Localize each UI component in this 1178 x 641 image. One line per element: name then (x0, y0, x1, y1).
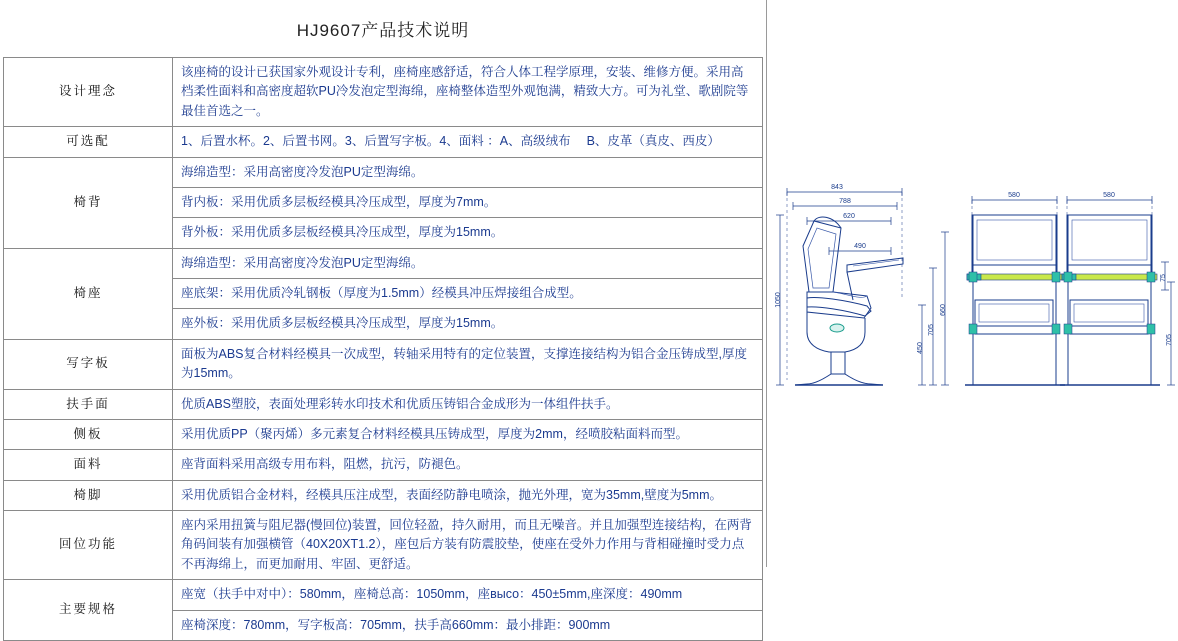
row-value: 背外板：采用优质多层板经模具冷压成型，厚度为15mm。 (173, 218, 763, 248)
front-view (965, 196, 1175, 385)
row-value: 采用优质PP（聚丙烯）多元素复合材料经模具压铸成型，厚度为2mm，经喷胶粘面料而型。 (173, 419, 763, 449)
row-value: 面板为ABS复合材料经模具一次成型，转轴采用特有的定位装置，支撑连接结构为铝合金压铸成型,厚度为15mm。 (173, 339, 763, 389)
dim-side-843: 843 (831, 184, 843, 191)
side-view (776, 188, 949, 385)
table-row (4, 58, 763, 127)
dim-front-580-left: 580 (1008, 192, 1020, 199)
table-row (4, 480, 763, 510)
dim-side-450: 450 (917, 342, 924, 354)
row-label: 主要规格 (4, 580, 173, 641)
dim-side-660: 660 (940, 304, 947, 316)
row-value: 背内板：采用优质多层板经模具冷压成型，厚度为7mm。 (173, 187, 763, 217)
spec-table (3, 57, 763, 641)
table-row (4, 339, 763, 389)
table-row (4, 157, 763, 187)
row-value: 座椅深度：780mm，写字板高：705mm，扶手高660mm：最小排距：900mm (173, 610, 763, 640)
row-value: 采用优质铝合金材料，经模具压注成型，表面经防静电喷涂，抛光外理，宽为35mm,壁度为5mm。 (173, 480, 763, 510)
dim-side-1050: 1050 (775, 292, 782, 308)
table-row (4, 389, 763, 419)
row-label: 侧板 (4, 419, 173, 449)
row-label: 回位功能 (4, 511, 173, 580)
row-value: 座外板：采用优质多层板经模具冷压成型，厚度为15mm。 (173, 309, 763, 339)
row-value: 海绵造型：采用高密度冷发泡PU定型海绵。 (173, 157, 763, 187)
row-value: 座内采用扭簧与阻尼器(慢回位)装置，回位轻盈，持久耐用，而且无噪音。并且加强型连接结构，在两背角码间装有加强横管（40X20XT1.2），座包后方装有防震胶垫，使座在受外力作用与背相碰撞时受力点不再海绵上，而更加耐用、牢固、更舒适。 (173, 511, 763, 580)
row-label: 椅脚 (4, 480, 173, 510)
row-value: 优质ABS塑胶，表面处理彩转水印技术和优质压铸铝合金成形为一体组件扶手。 (173, 389, 763, 419)
dim-side-620: 620 (843, 213, 855, 220)
table-row (4, 450, 763, 480)
dim-front-75: 75 (1160, 274, 1167, 282)
row-label: 可选配 (4, 127, 173, 157)
dim-side-705: 705 (928, 324, 935, 336)
row-label: 面料 (4, 450, 173, 480)
row-label: 设计理念 (4, 58, 173, 127)
row-value: 座背面料采用高级专用布料，阻燃，抗污，防褪色。 (173, 450, 763, 480)
row-value: 该座椅的设计已获国家外观设计专利，座椅座感舒适，符合人体工程学原理，安装、维修方便。采用高档柔性面料和高密度超软PU冷发泡定型海绵，座椅整体造型外观饱满，精致大方。可为礼堂、歌剧院等最佳首选之一。 (173, 58, 763, 127)
row-value: 座宽（扶手中对中）：580mm，座椅总高：1050mm，座высо：450±5mm,座深度：490mm (173, 580, 763, 610)
table-row (4, 419, 763, 449)
drawing-canvas (767, 0, 1178, 567)
page-title: HJ9607产品技术说明 (296, 21, 470, 40)
row-label: 椅座 (4, 248, 173, 339)
row-value: 1、后置水杯。2、后置书网。3、后置写字板。4、面料 ：A、高级绒布 B、皮革（真皮、西皮） (173, 127, 763, 157)
table-row (4, 127, 763, 157)
row-value: 座底架：采用优质冷轧钢板（厚度为1.5mm）经模具冲压焊接组合成型。 (173, 279, 763, 309)
row-value: 海绵造型：采用高密度冷发泡PU定型海绵。 (173, 248, 763, 278)
table-row (4, 248, 763, 278)
row-label: 写字板 (4, 339, 173, 389)
dim-side-788: 788 (839, 198, 851, 205)
table-row (4, 580, 763, 610)
technical-drawing (766, 0, 1178, 567)
dim-side-490: 490 (854, 243, 866, 250)
dim-front-705: 705 (1166, 334, 1173, 346)
table-row (4, 511, 763, 580)
row-label: 椅背 (4, 157, 173, 248)
row-label: 扶手面 (4, 389, 173, 419)
dim-front-580-right: 580 (1103, 192, 1115, 199)
